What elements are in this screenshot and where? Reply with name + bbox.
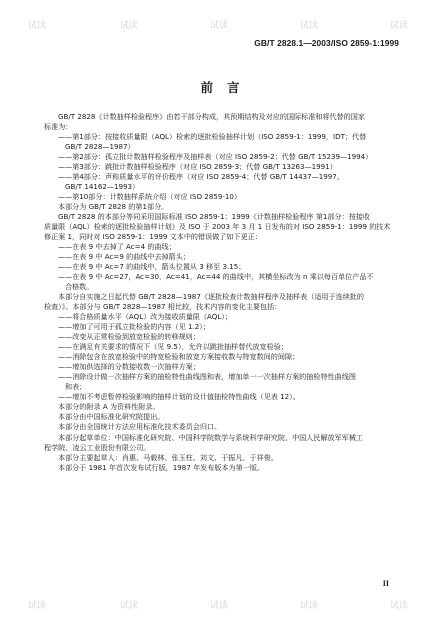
paragraph-line: ——在表 9 中 Ac=7 的曲线中，箭头位置从 3 移至 3.15； [58,262,246,272]
paragraph-line: ——在表 9 中 Ac=9 的曲线中去掉箭头； [58,252,190,262]
paragraph-line: 本部分主要起草人：肖惠、马毅林、张玉柱、刘文、于振凡、于祥俊。 [58,452,278,462]
paragraph-line: ——增加供选择的分数接收数一次抽样方案； [58,362,200,372]
paragraph-line: ——在满足有关要求的情况下（见 9.5），允许以跳批抽样替代放宽检验； [58,342,288,352]
paragraph-line: 本部分由全国统计方法应用标准化技术委员会归口。 [58,422,222,432]
watermark: 试读 [390,601,409,611]
paragraph-line: 质量限（AQL）检索的逐批检验抽样计划》及 ISO 于 2003 年 3 月 1 日发布的对 ISO 2859-1：1999 的技术 [44,222,391,232]
paragraph-line: 本部分于 1981 年首次发布试行版，1987 年发布版本为第一版。 [58,462,265,472]
paragraph-line: ——第3部分：跳批计数抽样检验程序（对应 ISO 2859-3；代替 GB/T 13263—1991） [58,162,337,172]
standard-number-header: GB/T 2828.1—2003/ISO 2859-1:1999 [254,38,399,48]
paragraph-line: ——第2部分：孤立批计数抽样检验程序及抽样表（对应 ISO 2859-2；代替 GB/T 15239—1994） [58,152,373,162]
watermark: 试读 [210,21,229,31]
paragraph-line: 本部分起草单位：中国标准化研究院、中国科学院数学与系统科学研究院、中国人民解放军军械工 [58,432,364,442]
paragraph-line: 标准为： [44,122,73,132]
watermark: 试读 [28,21,47,31]
paragraph-line: 和表； [65,382,87,392]
watermark: 试读 [300,601,319,611]
paragraph-line: ——在表 9 中 Ac=27，Ac=30，Ac=41，Ac=44 的曲线中，其横坐标改为 n 乘以每百单位产品不 [58,272,374,282]
paragraph-line: 检查）》。本部分与 GB/T 2828—1987 相比较，技术内容的变化主要包括： [44,302,282,312]
paragraph-line: ——第10部分：计数抽样系统介绍（对应 ISO 2859-10） [58,192,242,202]
paragraph-line: ——在表 9 中去掉了 Ac=4 的曲线； [58,242,176,252]
paragraph-line: 程学院、凌云工业股份有限公司。 [44,442,151,452]
paragraph-line: GB/T 2828《计数抽样检验程序》由若干部分构成，其预期结构及对应的国际标准和将代替的国家 [58,112,365,121]
paragraph-line: GB/T 14162—1993） [65,182,140,192]
paragraph-line: 本部分自实施之日起代替 GB/T 2828—1987《逐批检查计数抽样程序及抽样表（适用于连续批的 [58,292,364,302]
paragraph-line: 本部分为 GB/T 2828 的第1部分。 [58,202,169,212]
watermark: 试读 [390,21,409,31]
paragraph-line: GB/T 2828—1987） [65,142,135,152]
page-number: II [382,579,389,588]
watermark: 试读 [210,601,229,611]
paragraph-line: ——将合格质量水平（AQL）改为接收质量限（AQL）； [58,312,232,322]
paragraph-line: ——第4部分：声称质量水平的评价程序（对应 ISO 2859-4；代替 GB/T 14437—1997、 [58,172,344,182]
paragraph-line: 合格数。 [65,282,94,292]
paragraph-line: ——消除包含在放宽检验中的特宽检验和放宽方案接收数与特宽数间的间隙； [58,352,300,362]
paragraph-line: ——第1部分：按接收质量限（AQL）检索的逐批检验抽样计划（ISO 2859-1：1999，IDT；代替 [58,132,367,142]
foreword-body [44,112,396,473]
paragraph-line: ——改变从正常检验到放宽检验的转移规则； [58,332,200,342]
paragraph-line: ——增加了可用于孤立批检验的内容（见 1.2）； [58,322,210,332]
paragraph-line: ——消除设计做一次抽样方案的抽检特性曲线图和表，增加单一一次抽样方案的抽检特性曲线图 [58,372,356,382]
paragraph-line: GB/T 2828 的本部分等同采用国际标准 ISO 2859-1：1999《计数抽样检验程序 第1部分：按接收 [58,212,371,222]
paragraph-line: 修正案 1，同时对 ISO 2859-1：1999 文本中的错误做了如下更正： [44,232,262,242]
paragraph-line: ——增加不考虑暂停检验影响的抽样计划的设计值抽检特性曲线（见表 12）。 [58,392,300,402]
watermark: 试读 [28,601,47,611]
page-title: 前言 [200,80,254,95]
watermark: 试读 [120,601,139,611]
paragraph-line: 本部分的附录 A 为资料性附录。 [58,402,160,412]
watermark: 试读 [300,21,319,31]
paragraph-line: 本部分由中国标准化研究院提出。 [58,412,165,422]
watermark: 试读 [120,21,139,31]
